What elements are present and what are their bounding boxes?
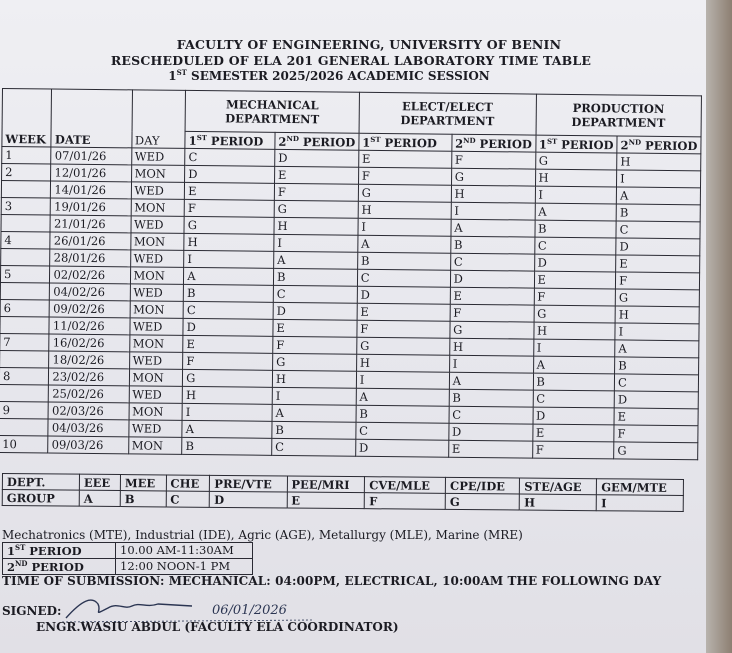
cell-e2: F [451,151,535,169]
cell-m2: H [274,217,358,235]
cell-m1: D [185,165,275,183]
department-abbreviation-note: Mechatronics (MTE), Industrial (IDE), Agric (AGE), Metallurgy (MLE), Marine (MRE) [2,528,523,542]
cell-p1: C [534,237,616,255]
dept-cell: CPE/IDE [446,477,520,494]
cell-e2: H [449,338,533,356]
cell-week [0,316,50,334]
cell-e2: B [449,389,533,407]
cell-date: 04/03/26 [48,419,128,437]
cell-p2: I [615,323,699,341]
cell-date: 02/03/26 [48,402,128,420]
cell-m2: B [272,421,356,439]
cell-p1: H [533,322,615,340]
cell-e1: D [355,439,448,457]
electrical-department-header: ELECT/ELECT DEPARTMENT [359,92,536,135]
cell-m1: G [184,216,274,234]
cell-p1: E [534,271,616,289]
date-header: DATE [51,89,132,148]
cell-m1: D [183,318,273,336]
dept-cell: GEM/MTE [597,479,684,496]
cell-m1: A [184,267,274,285]
department-header-row [2,89,701,137]
period-time: 12:00 NOON-1 PM [116,558,253,574]
cell-week: 10 [0,435,48,453]
cell-day: WED [129,386,183,404]
cell-m1: B [182,437,272,455]
cell-m2: C [273,285,357,303]
cell-p1: D [534,254,616,272]
period-label: 2ND PERIOD [3,558,116,574]
cell-e1: B [356,405,449,423]
elect-period2-header: 2ND PERIOD [452,134,536,152]
timetable-body [0,147,701,460]
cell-p1: B [534,220,616,238]
cell-date: 04/02/26 [50,283,130,301]
cell-week: 9 [0,401,49,419]
cell-e1: E [357,303,450,321]
cell-m1: E [185,182,275,200]
mech-period2-header: 2ND PERIOD [275,132,359,150]
cell-date: 14/01/26 [51,181,131,199]
page-edge-shadow [706,0,732,653]
cell-e2: F [450,304,534,322]
cell-date: 09/03/26 [48,436,128,454]
cell-p2: C [614,374,698,392]
cell-m2: D [273,302,357,320]
group-cell: I [597,495,684,512]
cell-week: 2 [2,164,52,182]
cell-m2: I [274,234,358,252]
cell-p1: G [534,305,616,323]
cell-day: MON [129,335,183,353]
cell-week: 6 [0,299,50,317]
cell-m2: B [273,268,357,286]
period-time: 10.00 AM-11:30AM [116,543,253,559]
group-cell: H [520,494,597,511]
cell-m1: I [184,250,274,268]
dept-cell: EEE [79,474,120,490]
cell-day: WED [129,318,183,336]
cell-m1: E [183,335,273,353]
cell-date: 28/01/26 [50,249,130,267]
cell-week: 4 [1,231,51,249]
signature-date: 06/01/2026 [212,603,287,618]
cell-date: 09/02/26 [50,300,130,318]
cell-p2: A [616,187,700,205]
group-cell: A [79,490,120,506]
cell-p2: C [616,221,700,239]
period-times-table [2,542,253,575]
cell-week [1,214,51,232]
dept-cell: CHE [166,475,210,491]
cell-p1: I [535,186,617,204]
cell-day: WED [128,420,182,438]
cell-week: 7 [0,333,49,351]
cell-m1: H [184,233,274,251]
cell-e2: D [450,270,534,288]
cell-e1: F [357,320,450,338]
cell-e1: A [358,235,451,253]
dept-cell: PRE/VTE [210,475,287,492]
cell-p1: A [535,203,617,221]
cell-m1: B [183,284,273,302]
cell-week [0,350,49,368]
cell-p1: F [532,441,614,459]
cell-p2: E [614,408,698,426]
cell-e2: C [449,406,533,424]
cell-p2: F [614,425,698,443]
cell-p2: B [616,204,700,222]
cell-m2: H [272,370,356,388]
submission-time: TIME OF SUBMISSION: MECHANICAL: 04:00PM, ELECTRICAL, 10:00AM THE FOLLOWING DAY [2,574,662,588]
cell-e1: I [356,371,449,389]
cell-day: WED [130,250,184,268]
cell-day: WED [130,284,184,302]
cell-m2: D [275,149,359,167]
cell-e1: I [358,218,451,236]
period-row [3,558,253,574]
dept-cell: MEE [120,475,166,491]
period-label: 1ST PERIOD [3,543,116,559]
cell-e2: I [451,202,535,220]
cell-date: 26/01/26 [50,232,130,250]
cell-week [0,384,49,402]
cell-day: MON [131,199,185,217]
cell-e2: E [448,440,532,458]
cell-e1: D [357,286,450,304]
cell-week: 3 [1,197,51,215]
mechanical-department-header: MECHANICAL DEPARTMENT [185,90,359,133]
cell-date: 02/02/26 [50,266,130,284]
timetable-title: RESCHEDULED OF ELA 201 GENERAL LABORATORY TIME TABLE [110,53,592,68]
cell-e1: H [358,201,451,219]
cell-week [0,418,48,436]
cell-m2: E [273,319,357,337]
cell-date: 21/01/26 [50,215,130,233]
group-cell: D [210,491,287,508]
dept-cell: PEE/MRI [287,476,365,493]
cell-day: MON [130,233,184,251]
day-header: DAY [131,90,185,149]
cell-p2: A [615,340,699,358]
group-cell: F [365,493,446,510]
cell-date: 11/02/26 [49,317,129,335]
cell-p1: F [534,288,616,306]
group-cell: C [166,491,210,507]
cell-m2: G [273,353,357,371]
cell-m1: G [183,369,273,387]
cell-date: 16/02/26 [49,334,129,352]
cell-date: 23/02/26 [49,368,129,386]
cell-e1: E [358,150,451,168]
cell-p1: I [533,339,615,357]
cell-m2: G [274,200,358,218]
cell-p2: H [617,153,701,171]
dept-cell: STE/AGE [520,478,597,495]
cell-m2: A [274,251,358,269]
cell-m2: A [272,404,356,422]
cell-date: 12/01/26 [51,164,131,182]
cell-p2: D [614,391,698,409]
signed-label: SIGNED: [2,604,62,618]
cell-p2: I [617,170,701,188]
cell-p1: H [535,169,617,187]
cell-p2: G [615,289,699,307]
cell-p1: D [533,407,615,425]
cell-e1: G [357,337,450,355]
elect-period1-header: 1ST PERIOD [359,133,452,151]
cell-week: 8 [0,367,49,385]
prod-period1-header: 1ST PERIOD [535,135,617,153]
cell-m2: I [272,387,356,405]
coordinator-name: ENGR.WASIU ABDUL (FACULTY ELA COORDINATOR) [36,620,399,634]
cell-week [1,248,51,266]
cell-m1: A [182,420,272,438]
cell-e2: A [449,372,533,390]
cell-e1: C [356,422,449,440]
department-group-table [2,473,684,512]
cell-m1: C [183,301,273,319]
cell-e1: F [358,167,451,185]
cell-p1: G [535,152,617,170]
cell-p1: B [533,373,615,391]
cell-p1: E [532,424,614,442]
cell-e2: D [449,423,533,441]
period-row [3,543,253,559]
mech-period1-header: 1ST PERIOD [185,131,275,149]
cell-e1: C [357,269,450,287]
cell-e1: G [358,184,451,202]
cell-m2: E [274,166,358,184]
cell-e1: A [356,388,449,406]
cell-m2: C [272,438,356,456]
cell-week [0,282,50,300]
cell-p2: H [615,306,699,324]
group-label: GROUP [2,490,79,507]
cell-e2: B [450,236,534,254]
cell-e2: C [450,253,534,271]
cell-week: 5 [0,265,50,283]
cell-e2: I [449,355,533,373]
cell-p1: C [533,390,615,408]
cell-p2: E [616,255,700,273]
cell-m2: F [273,336,357,354]
cell-day: MON [129,403,183,421]
cell-day: MON [129,369,183,387]
cell-m2: F [274,183,358,201]
production-department-header: PRODUCTION DEPARTMENT [536,94,702,137]
cell-m1: H [182,386,272,404]
cell-m1: I [182,403,272,421]
prod-period2-header: 2ND PERIOD [617,136,701,154]
cell-p1: A [533,356,615,374]
cell-e2: G [450,321,534,339]
cell-day: WED [131,182,185,200]
cell-e2: G [451,168,535,186]
cell-e2: E [450,287,534,305]
cell-day: MON [130,267,184,285]
cell-date: 18/02/26 [49,351,129,369]
cell-date: 07/01/26 [51,147,131,165]
cell-p2: G [614,442,698,460]
cell-e1: H [356,354,449,372]
cell-e1: B [357,252,450,270]
cell-m1: F [183,352,273,370]
cell-week: 1 [2,147,52,165]
dept-label: DEPT. [2,474,79,491]
cell-e2: A [451,219,535,237]
cell-p2: D [616,238,700,256]
cell-day: WED [131,148,185,166]
cell-day: MON [131,165,185,183]
cell-m1: F [184,199,274,217]
week-header: WEEK [2,89,52,148]
faculty-title: FACULTY OF ENGINEERING, UNIVERSITY OF BENIN [176,37,562,52]
group-cell: E [287,492,365,509]
cell-date: 19/01/26 [51,198,131,216]
cell-day: WED [129,352,183,370]
lab-timetable [0,88,702,460]
cell-e2: H [451,185,535,203]
session-title: 1ST SEMESTER 2025/2026 ACADEMIC SESSION [168,68,490,83]
dept-cell: CVE/MLE [365,477,446,494]
cell-date: 25/02/26 [49,385,129,403]
cell-day: WED [130,216,184,234]
group-cell: B [120,491,166,507]
cell-week [1,181,51,199]
group-cell: G [445,493,519,510]
cell-m1: C [185,148,275,166]
cell-day: MON [128,437,182,455]
cell-p2: F [616,272,700,290]
cell-day: MON [130,301,184,319]
cell-p2: B [615,357,699,375]
